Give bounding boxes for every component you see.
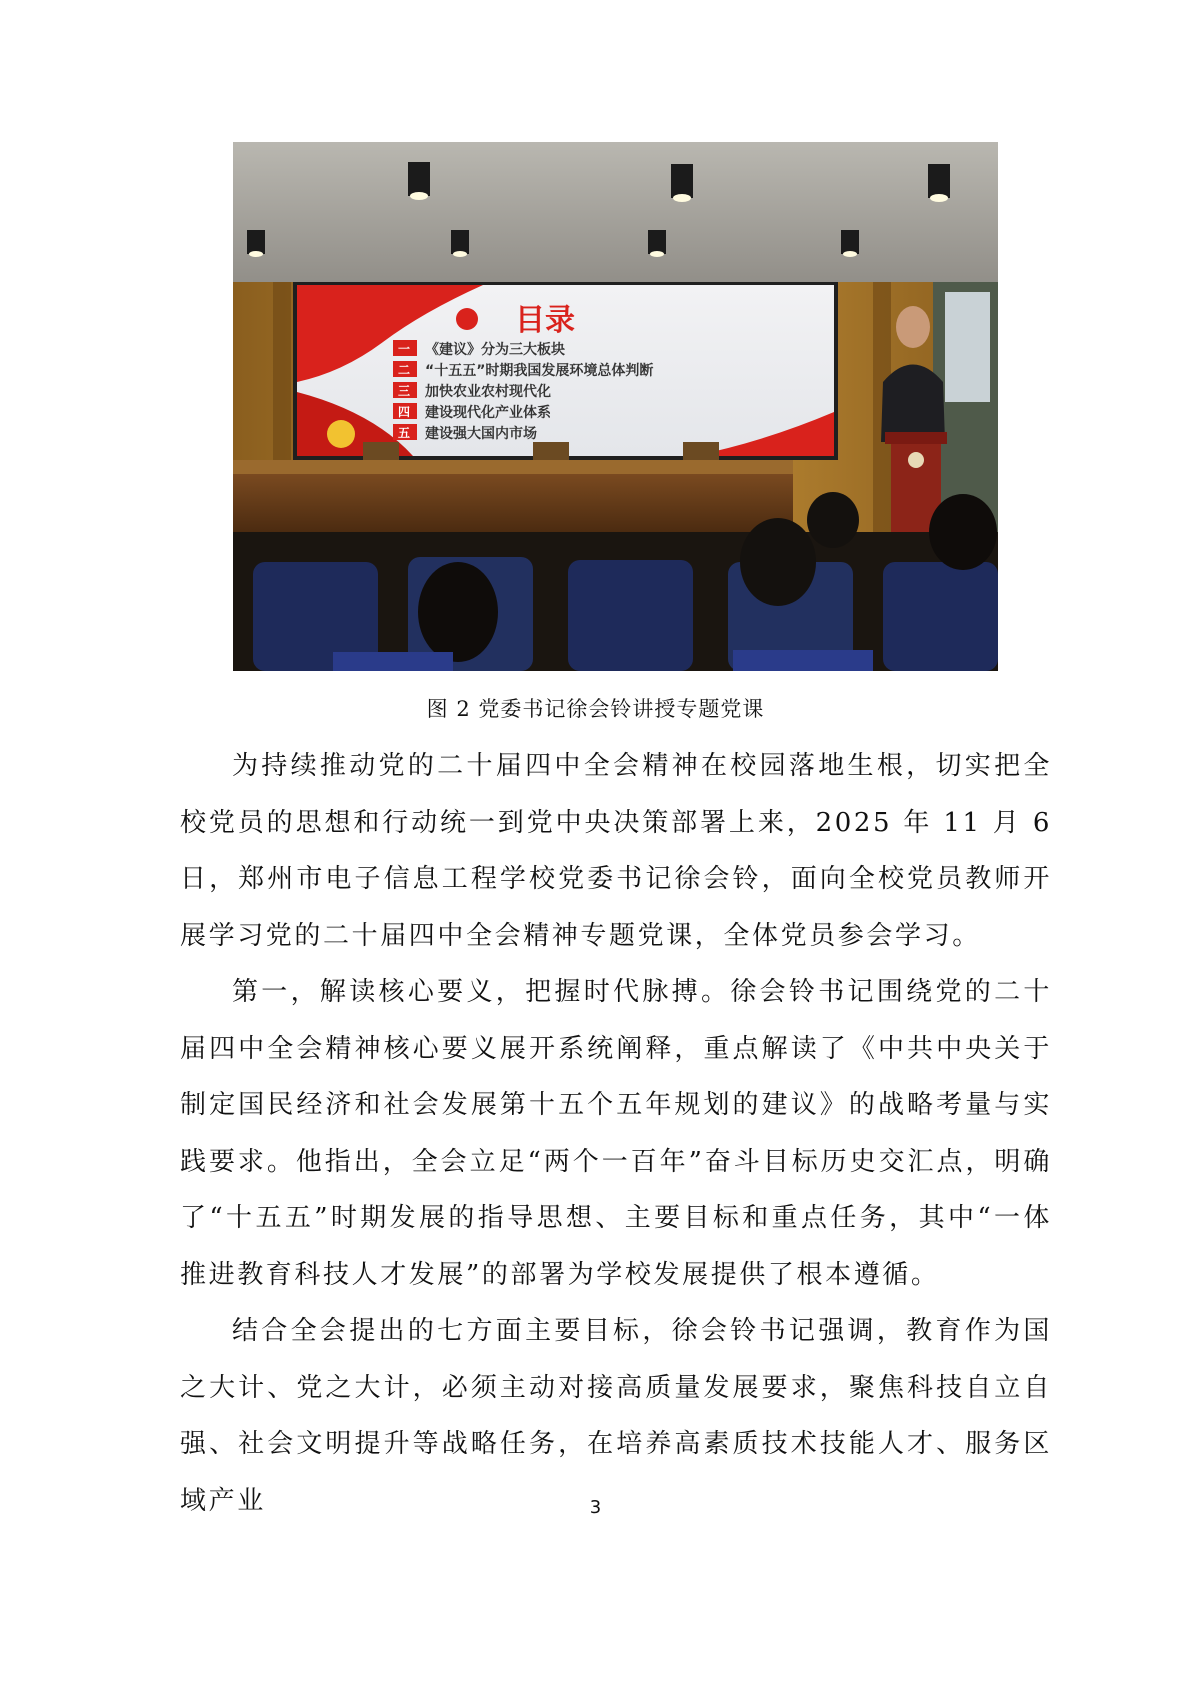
paragraph: 结合全会提出的七方面主要目标，徐会铃书记强调，教育作为国之大计、党之大计，必须主动对接高质量发展要求，聚焦科技自立自强、社会文明提升等战略任务，在培养高素质技术技能人才、服务区域产业 xyxy=(180,1316,1052,1516)
paragraph: 为持续推动党的二十届四中全会精神在校园落地生根，切实把全校党员的思想和行动统一到党中央决策部署上来，2025 年 11 月 6 日，郑州市电子信息工程学校党委书记徐会铃，面向全校党员教师开展学习党的二十届四中全会精神专题党课，全体党员参会学习。 xyxy=(180,751,1052,951)
slide-item-text: 建设强大国内市场 xyxy=(425,426,537,442)
slide-item-text: 建设现代化产业体系 xyxy=(425,405,551,421)
slide-item-text: “十五五”时期我国发展环境总体判断 xyxy=(425,363,654,379)
stage-table xyxy=(233,474,793,534)
slide-title: 目录 xyxy=(515,303,575,338)
lecture-photo-illustration xyxy=(233,142,998,671)
figure-caption: 图 2 党委书记徐会铃讲授专题党课 xyxy=(426,697,765,721)
page-number: 3 xyxy=(589,1497,602,1518)
slide-item-text: 加快农业农村现代化 xyxy=(425,384,551,400)
ceiling xyxy=(233,142,998,292)
slide-item-text: 《建议》分为三大板块 xyxy=(425,342,565,358)
slide-item-number: 二 xyxy=(398,363,411,377)
slide-item-number: 四 xyxy=(398,405,411,419)
slide-item-number: 五 xyxy=(398,426,411,440)
slide-item-number: 一 xyxy=(398,342,411,356)
lecture-photo xyxy=(233,142,998,671)
paragraph: 第一，解读核心要义，把握时代脉搏。徐会铃书记围绕党的二十届四中全会精神核心要义展开系统阐释，重点解读了《中共中央关于制定国民经济和社会发展第十五个五年规划的建议》的战略考量与实践要求。他指出，全会立足“两个一百年”奋斗目标历史交汇点，明确了“十五五”时期发展的指导思想、主要目标和重点任务，其中“一体推进教育科技人才发展”的部署为学校发展提供了根本遵循。 xyxy=(180,977,1052,1290)
slide-item-number: 三 xyxy=(398,384,411,398)
body-text xyxy=(180,738,1052,1529)
